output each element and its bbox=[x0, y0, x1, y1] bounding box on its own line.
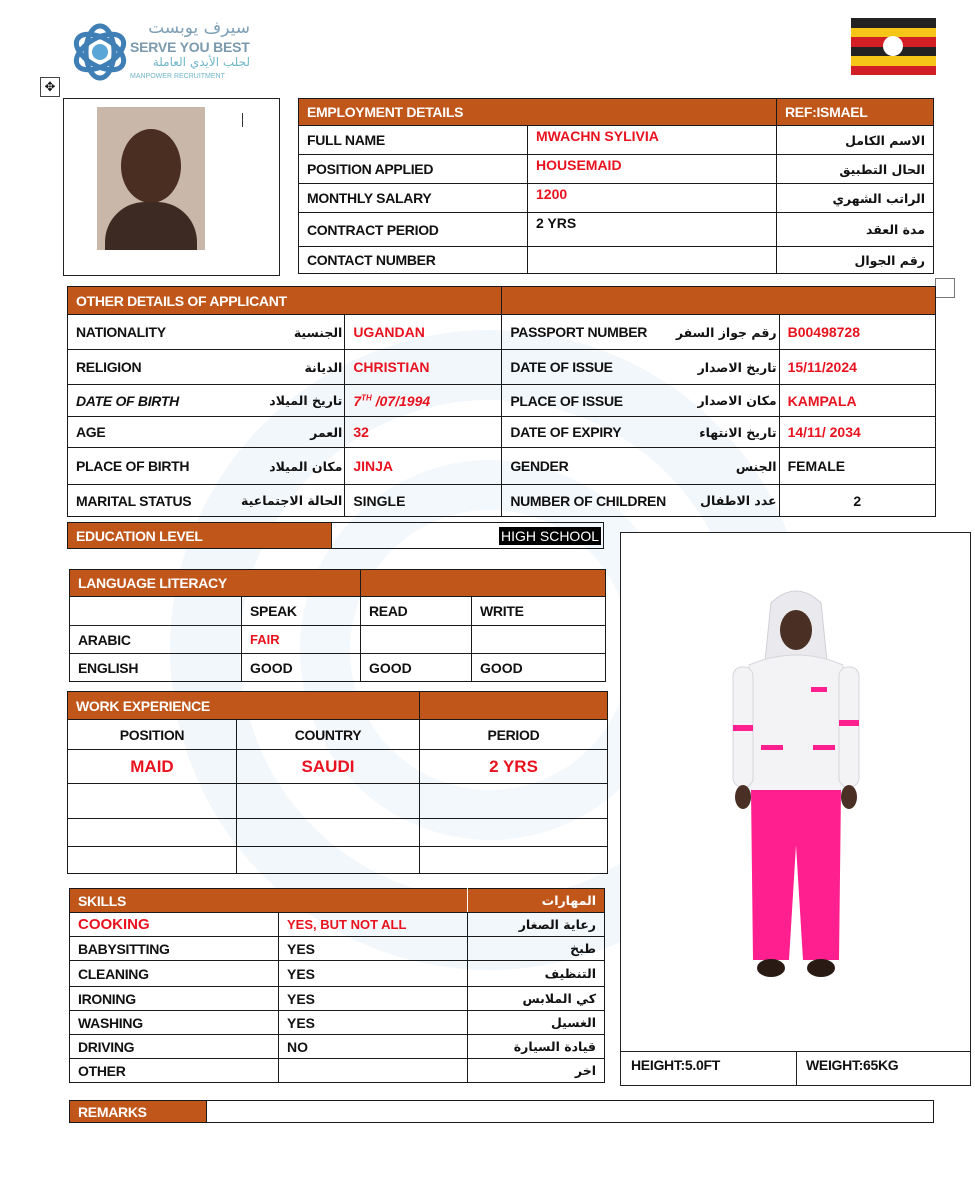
skill-driving: DRIVING bbox=[70, 1035, 279, 1059]
work-empty-cell bbox=[68, 784, 237, 819]
full-name-ar: الاسم الكامل bbox=[777, 126, 934, 155]
salary-ar: الراتب الشهري bbox=[777, 184, 934, 213]
position-ar: الحال التطبيق bbox=[777, 155, 934, 184]
dob-value: 7TH /07/1994 bbox=[345, 385, 502, 417]
skill-ironing: IRONING bbox=[70, 987, 279, 1011]
logo-english-sub: MANPOWER RECRUITMENT bbox=[130, 73, 225, 80]
skill-ironing-ar: كي الملابس bbox=[468, 987, 605, 1011]
marital-value: SINGLE bbox=[345, 485, 502, 517]
remarks-table bbox=[69, 1100, 934, 1123]
language-header-blank bbox=[361, 570, 606, 597]
skill-cleaning: CLEANING bbox=[70, 961, 279, 987]
skills-table bbox=[69, 888, 605, 1083]
dob-ar: تاريخ الميلاد bbox=[239, 385, 345, 417]
education-label: EDUCATION LEVEL bbox=[68, 523, 332, 549]
other-details-header: OTHER DETAILS OF APPLICANT bbox=[68, 287, 502, 315]
other-details-header-blank bbox=[502, 287, 936, 315]
skill-other: OTHER bbox=[70, 1059, 279, 1083]
work-period-value: 2 YRS bbox=[420, 750, 608, 784]
work-empty-cell bbox=[237, 784, 420, 819]
work-header: WORK EXPERIENCE bbox=[68, 692, 420, 720]
full-name-value: MWACHN SYLIVIA bbox=[528, 126, 777, 155]
skill-driving-ar: قيادة السيارة bbox=[468, 1035, 605, 1059]
work-empty-cell bbox=[68, 819, 237, 847]
skill-cooking: COOKING bbox=[70, 913, 279, 937]
height-value: HEIGHT:5.0FT bbox=[631, 1057, 720, 1073]
contract-label: CONTRACT PERIOD bbox=[299, 213, 528, 247]
remarks-value[interactable] bbox=[207, 1101, 934, 1123]
marital-label: MARITAL STATUS bbox=[68, 485, 240, 517]
skills-header: SKILLS bbox=[70, 889, 468, 913]
children-label: NUMBER OF CHILDREN bbox=[502, 485, 674, 517]
skill-washing-ar: الغسيل bbox=[468, 1011, 605, 1035]
issue-place-label: PLACE OF ISSUE bbox=[502, 385, 674, 417]
skill-other-ar: اخر bbox=[468, 1059, 605, 1083]
position-value: HOUSEMAID bbox=[528, 155, 777, 184]
work-country-column: COUNTRY bbox=[237, 720, 420, 750]
uganda-flag bbox=[851, 18, 936, 75]
work-position-value: MAID bbox=[68, 750, 237, 784]
skill-washing: WASHING bbox=[70, 1011, 279, 1035]
passport-photo bbox=[97, 107, 205, 250]
gender-value: FEMALE bbox=[779, 448, 935, 485]
education-table bbox=[67, 522, 604, 549]
gender-ar: الجنس bbox=[674, 448, 779, 485]
company-logo bbox=[68, 18, 258, 88]
position-label: POSITION APPLIED bbox=[299, 155, 528, 184]
education-value-cell bbox=[332, 523, 604, 549]
english-write: GOOD bbox=[472, 654, 606, 682]
english-speak: GOOD bbox=[242, 654, 361, 682]
work-empty-cell bbox=[420, 847, 608, 874]
contact-value bbox=[528, 247, 777, 274]
full-name-label: FULL NAME bbox=[299, 126, 528, 155]
work-country-value: SAUDI bbox=[237, 750, 420, 784]
passport-value: B00498728 bbox=[779, 315, 935, 350]
ref-label: REF:ISMAEL bbox=[777, 99, 934, 126]
text-cursor bbox=[242, 113, 243, 127]
skill-washing-value: YES bbox=[279, 1011, 468, 1035]
logo-arabic-name: سيرف يوبست bbox=[148, 18, 250, 38]
arabic-read bbox=[361, 626, 472, 654]
logo-mark-icon bbox=[68, 20, 132, 84]
skill-babysitting: BABYSITTING bbox=[70, 937, 279, 961]
work-empty-cell bbox=[68, 847, 237, 874]
employment-header: EMPLOYMENT DETAILS bbox=[299, 99, 777, 126]
age-ar: العمر bbox=[239, 417, 345, 448]
contract-ar: مدة العقد bbox=[777, 213, 934, 247]
passport-label: PASSPORT NUMBER bbox=[502, 315, 674, 350]
crane-emblem-icon bbox=[883, 36, 903, 56]
full-body-photo-frame bbox=[620, 532, 971, 1086]
religion-value: CHRISTIAN bbox=[345, 350, 502, 385]
contract-value: 2 YRS bbox=[528, 213, 777, 247]
work-empty-cell bbox=[237, 847, 420, 874]
speak-column: SPEAK bbox=[242, 597, 361, 626]
gender-label: GENDER bbox=[502, 448, 674, 485]
other-details-table bbox=[67, 286, 936, 517]
weight-value: WEIGHT:65KG bbox=[806, 1057, 899, 1073]
expiry-ar: تاريخ الانتهاء bbox=[674, 417, 779, 448]
skill-babysitting-value: YES bbox=[279, 937, 468, 961]
table-move-handle-icon[interactable]: ✥ bbox=[40, 77, 60, 97]
birthplace-value: JINJA bbox=[345, 448, 502, 485]
skill-cooking-value: YES, BUT NOT ALL bbox=[279, 913, 468, 937]
contact-ar: رقم الجوال bbox=[777, 247, 934, 274]
education-value: HIGH SCHOOL bbox=[500, 527, 599, 544]
nationality-label: NATIONALITY bbox=[68, 315, 240, 350]
logo-arabic-sub: لجلب الأيدي العاملة bbox=[152, 55, 250, 69]
work-experience-table bbox=[67, 691, 608, 874]
english-read: GOOD bbox=[361, 654, 472, 682]
work-header-blank bbox=[420, 692, 608, 720]
arabic-speak: FAIR bbox=[242, 626, 361, 654]
work-period-column: PERIOD bbox=[420, 720, 608, 750]
issue-date-label: DATE OF ISSUE bbox=[502, 350, 674, 385]
nationality-value: UGANDAN bbox=[345, 315, 502, 350]
skill-babysitting-ar: طبخ bbox=[468, 937, 605, 961]
skill-driving-value: NO bbox=[279, 1035, 468, 1059]
contact-label: CONTACT NUMBER bbox=[299, 247, 528, 274]
skill-other-value bbox=[279, 1059, 468, 1083]
work-position-column: POSITION bbox=[68, 720, 237, 750]
expiry-value: 14/11/ 2034 bbox=[779, 417, 935, 448]
read-column: READ bbox=[361, 597, 472, 626]
issue-place-ar: مكان الاصدار bbox=[674, 385, 779, 417]
nationality-ar: الجنسية bbox=[239, 315, 345, 350]
arabic-label: ARABIC bbox=[70, 626, 242, 654]
children-value: 2 bbox=[779, 485, 935, 517]
salary-label: MONTHLY SALARY bbox=[299, 184, 528, 213]
marital-ar: الحالة الاجتماعية bbox=[239, 485, 345, 517]
english-label: ENGLISH bbox=[70, 654, 242, 682]
language-header: LANGUAGE LITERACY bbox=[70, 570, 361, 597]
religion-label: RELIGION bbox=[68, 350, 240, 385]
employment-details-table bbox=[298, 98, 934, 274]
passport-photo-frame bbox=[63, 98, 280, 276]
salary-value: 1200 bbox=[528, 184, 777, 213]
full-body-photo bbox=[721, 585, 871, 995]
skill-cooking-ar: رعاية الصغار bbox=[468, 913, 605, 937]
logo-english-name: SERVE YOU BEST bbox=[130, 39, 250, 55]
issue-place-value: KAMPALA bbox=[779, 385, 935, 417]
religion-ar: الديانة bbox=[239, 350, 345, 385]
skill-ironing-value: YES bbox=[279, 987, 468, 1011]
work-empty-cell bbox=[420, 819, 608, 847]
age-value: 32 bbox=[345, 417, 502, 448]
dob-label: DATE OF BIRTH bbox=[68, 385, 240, 417]
work-empty-cell bbox=[420, 784, 608, 819]
children-ar: عدد الاطفال bbox=[674, 485, 779, 517]
table-resize-handle[interactable] bbox=[935, 278, 955, 298]
issue-date-value: 15/11/2024 bbox=[779, 350, 935, 385]
language-table bbox=[69, 569, 606, 682]
issue-date-ar: تاريخ الاصدار bbox=[674, 350, 779, 385]
arabic-write bbox=[472, 626, 606, 654]
age-label: AGE bbox=[68, 417, 240, 448]
work-empty-cell bbox=[237, 819, 420, 847]
language-blank-cell bbox=[70, 597, 242, 626]
write-column: WRITE bbox=[472, 597, 606, 626]
birthplace-label: PLACE OF BIRTH bbox=[68, 448, 240, 485]
remarks-label: REMARKS bbox=[70, 1101, 207, 1123]
skill-cleaning-value: YES bbox=[279, 961, 468, 987]
skills-header-ar: المهارات bbox=[468, 889, 605, 913]
birthplace-ar: مكان الميلاد bbox=[239, 448, 345, 485]
passport-ar: رقم جواز السفر bbox=[674, 315, 779, 350]
expiry-label: DATE OF EXPIRY bbox=[502, 417, 674, 448]
skill-cleaning-ar: التنظيف bbox=[468, 961, 605, 987]
